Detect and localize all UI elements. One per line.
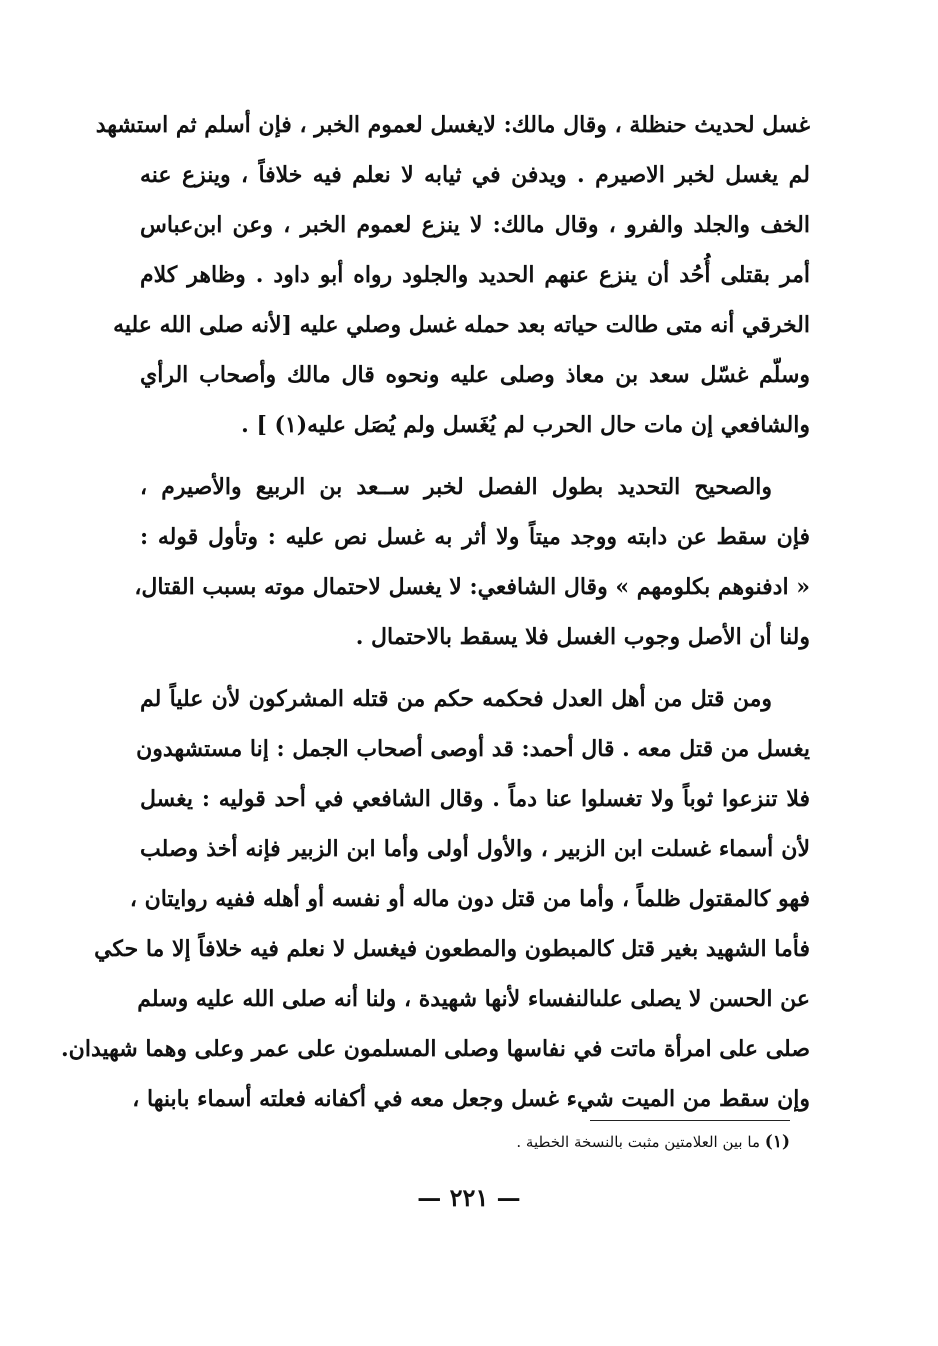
text-line: فلا تنزعوا ثوباً ولا تغسلوا عنا دماً . وقال الشافعي في أحد قوليه : يغسل (140, 786, 810, 812)
text-line: وسلّم غسّل سعد بن معاذ وصلى عليه ونحوه قال مالك وأصحاب الرأي (140, 362, 810, 388)
text-line: لأن أسماء غسلت ابن الزبير ، والأول أولى وأما ابن الزبير فإنه أخذ وصلب (140, 836, 810, 862)
paragraph-spacer (140, 450, 810, 462)
text-line: عن الحسن لا يصلى علىالنفساء لأنها شهيدة ، ولنا أنه صلى الله عليه وسلم (137, 986, 810, 1012)
page-number: — ٢٢١ — (417, 1183, 521, 1212)
text-line: والشافعي إن مات حال الحرب لم يُغَسل ولم يُصَل عليه(١) ] . (241, 412, 810, 438)
text-line: غسل لحديث حنظلة ، وقال مالك: لايغسل لعموم الخبر ، فإن أسلم ثم استشهد (95, 112, 810, 138)
footnote (516, 1128, 790, 1156)
text-line: الخرقي أنه متى طالت حياته بعد حمله غسل وصلي عليه [لأنه صلى الله عليه (113, 312, 810, 338)
text-line: أمر بقتلى أُحُد أن ينزع عنهم الحديد والجلود رواه أبو داود . وظاهر كلام (140, 262, 810, 288)
text-line: ومن قتل من أهل العدل فحكمه حكم من قتله المشركون لأن علياً لم (140, 686, 772, 712)
text-line: ولنا أن الأصل وجوب الغسل فلا يسقط بالاحتمال . (355, 624, 810, 650)
paragraph-2 (134, 462, 810, 662)
footnote-number: (١) (764, 1132, 790, 1152)
paragraph-spacer (140, 662, 810, 674)
text-line: يغسل من قتل معه . قال أحمد: قد أوصى أصحاب الجمل : إنا مستشهدون (136, 736, 810, 762)
main-text (61, 100, 810, 1124)
text-line: فهو كالمقتول ظلماً ، وأما من قتل دون ماله أو نفسه أو أهله ففيه روايتان ، (129, 886, 810, 912)
footnote-separator (590, 1120, 790, 1121)
text-line: لم يغسل لخبر الاصيرم . ويدفن في ثيابه لا نعلم فيه خلافاً ، وينزع عنه (140, 162, 810, 188)
text-line: الخف والجلد والفرو ، وقال مالك: لا ينزع لعموم الخبر ، وعن ابن‌عباس (140, 212, 810, 238)
text-line: فأما الشهيد بغير قتل كالمبطون والمطعون فيغسل لا نعلم فيه خلافاً إلا ما حكي (94, 936, 810, 962)
paragraph-1 (95, 100, 810, 450)
text-line: « ادفنوهم بكلومهم » وقال الشافعي: لا يغسل لاحتمال موته بسبب القتال، (134, 574, 810, 600)
footnote-text: ما بين العلامتين مثبت بالنسخة الخطية . (516, 1133, 760, 1151)
text-line: والصحيح التحديد بطول الفصل لخبر ســعد بن الربيع والأصيرم ، (140, 474, 772, 500)
text-line: صلى على امرأة ماتت في نفاسها وصلى المسلمون على عمر وعلى وهما شهيدان. (61, 1036, 810, 1062)
text-line: وإن سقط من الميت شيء غسل وجعل معه في أكفانه فعلته أسماء بابنها ، (132, 1086, 810, 1112)
paragraph-3 (61, 674, 810, 1124)
text-line: فإن سقط عن دابته ووجد ميتاً ولا أثر به غسل نص عليه : وتأول قوله : (140, 524, 810, 550)
